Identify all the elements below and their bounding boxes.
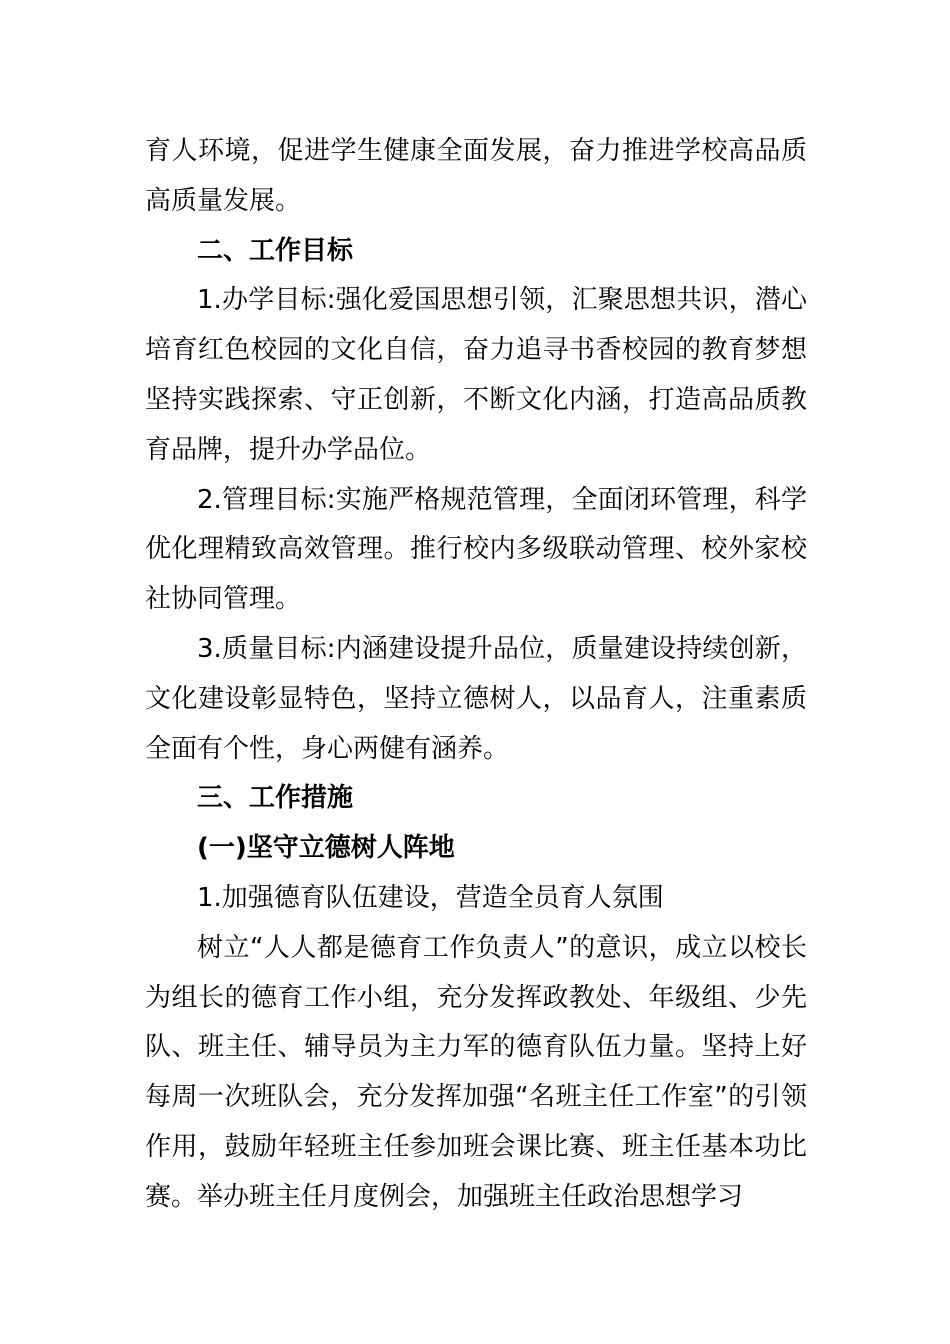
paragraph-item-title: 1.加强德育队伍建设，营造全员育人氛围 xyxy=(197,882,664,913)
subsection-heading-moral-education: (一)坚守立德树人阵地 xyxy=(197,833,455,864)
paragraph-school-goal: 1.办学目标:强化爱国思想引领，汇聚思想共识，潜心培育红色校园的文化自信，奋力追寻书香校园的教育梦想坚持实践探索、守正创新，不断文化内涵，打造高品质教育品牌，提升办学品位。 xyxy=(145,285,807,465)
section-heading-work-measures: 三、工作措施 xyxy=(197,783,354,814)
section-heading-work-goals: 二、工作目标 xyxy=(197,235,354,266)
document-body xyxy=(145,127,807,1223)
paragraph-management-goal: 2.管理目标:实施严格规范管理，全面闭环管理，科学优化理精致高效管理。推行校内多级联动管理、校外家校社协同管理。 xyxy=(145,484,807,615)
paragraph-continuation: 育人环境，促进学生健康全面发展，奋力推进学校高品质高质量发展。 xyxy=(145,136,807,216)
paragraph-quality-goal: 3.质量目标:内涵建设提升品位，质量建设持续创新，文化建设彰显特色，坚持立德树人，以品育人，注重素质全面有个性，身心两健有涵养。 xyxy=(145,633,807,764)
paragraph-moral-team: 树立“人人都是德育工作负责人”的意识，成立以校长为组长的德育工作小组，充分发挥政教处、年级组、少先队、班主任、辅导员为主力军的德育队伍力量。坚持上好每周一次班队会，充分发挥加强“名班主任工作室”的引领作用，鼓励年轻班主任参加班会课比赛、班主任基本功比赛。举办班主任月度例会，加强班主任政治思想学习 xyxy=(145,932,807,1212)
